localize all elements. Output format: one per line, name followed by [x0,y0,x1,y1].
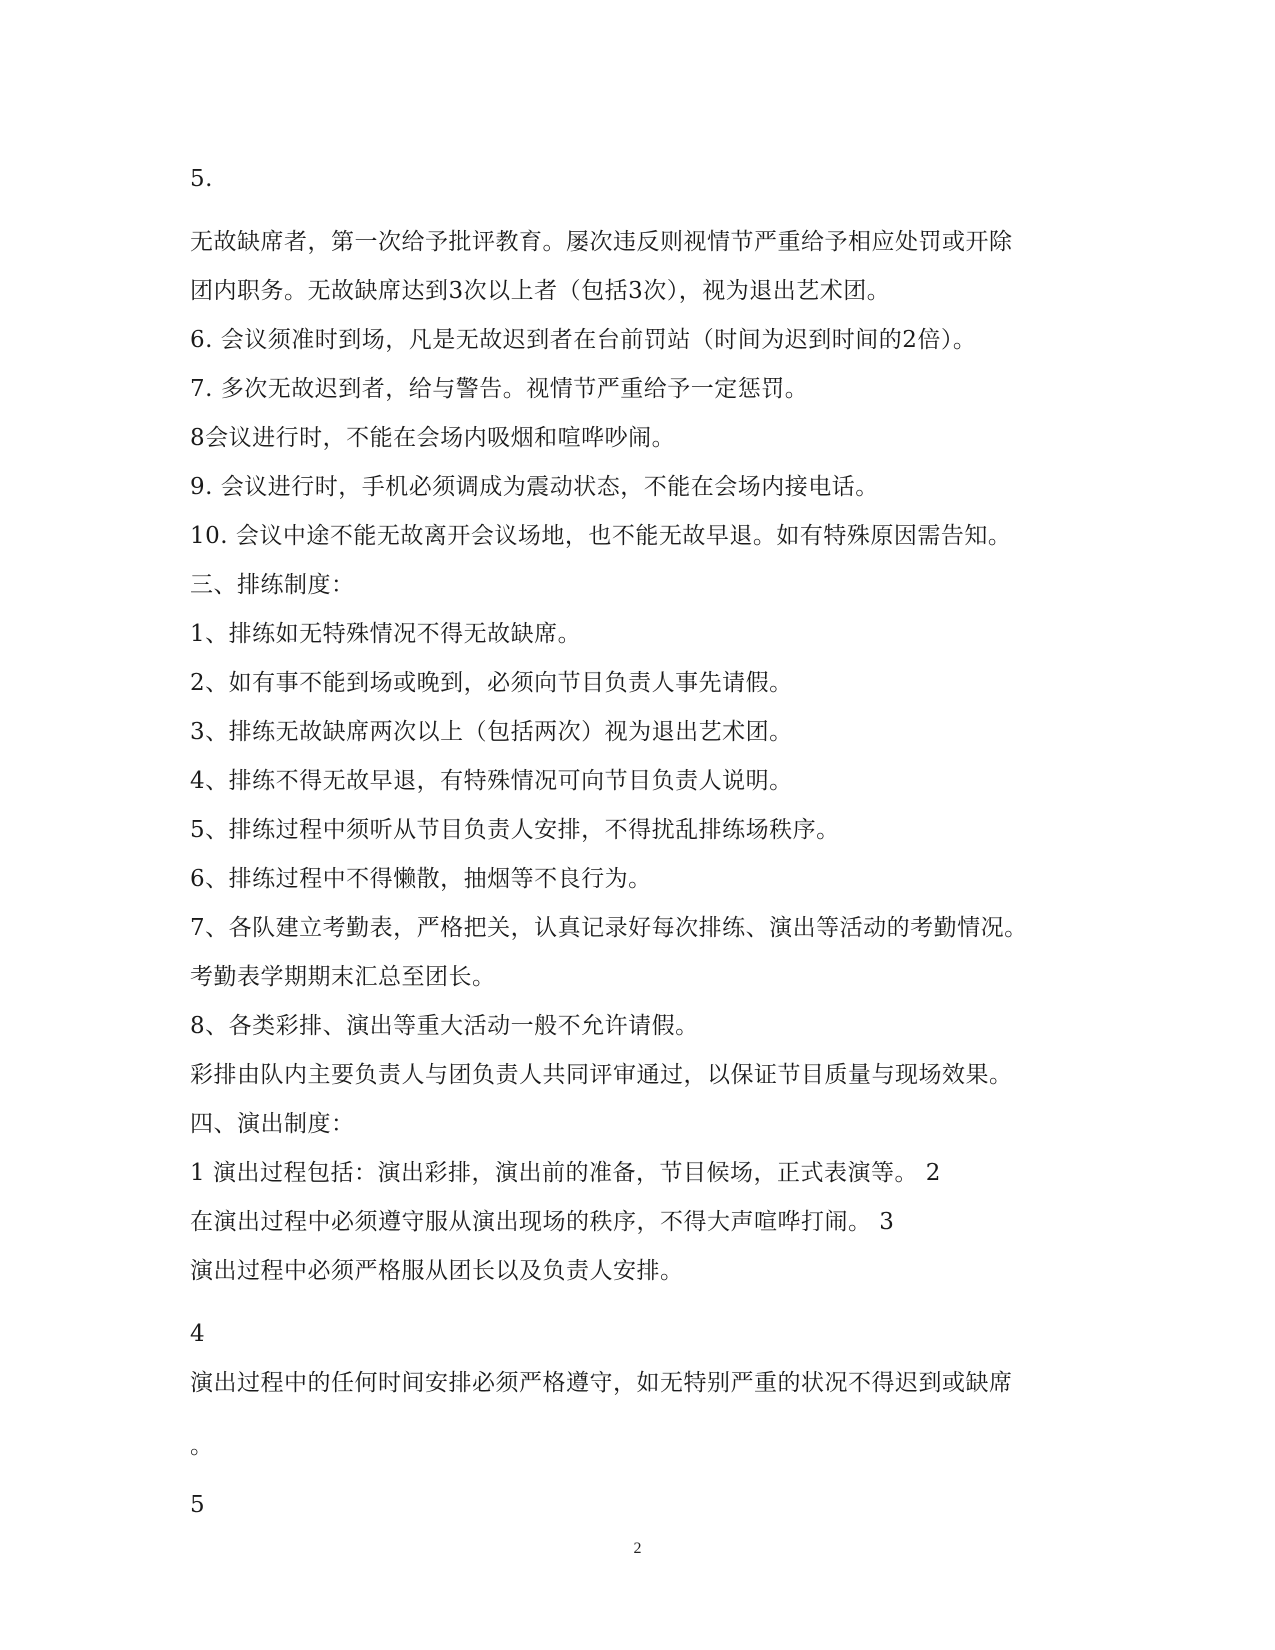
text-line: 1 演出过程包括：演出彩排，演出前的准备，节目候场，正式表演等。 2 [190,1160,941,1186]
text-line: 在演出过程中必须遵守服从演出现场的秩序，不得大声喧哗打闹。 3 [190,1209,895,1235]
section-heading: 三、排练制度： [190,572,355,598]
text-line: 3、排练无故缺席两次以上（包括两次）视为退出艺术团。 [190,719,793,745]
text-line: 5、排练过程中须听从节目负责人安排，不得扰乱排练场秩序。 [190,817,840,843]
text-line: 8、各类彩排、演出等重大活动一般不允许请假。 [190,1013,699,1039]
text-line: 4 [190,1321,206,1347]
document-body [190,155,1090,1530]
text-line: 9. 会议进行时，手机必须调成为震动状态，不能在会场内接电话。 [190,474,879,500]
text-line: 演出过程中必须严格服从团长以及负责人安排。 [190,1258,684,1284]
text-line: 10. 会议中途不能无故离开会议场地，也不能无故早退。如有特殊原因需告知。 [190,523,1012,549]
text-line: 演出过程中的任何时间安排必须严格遵守，如无特别严重的状况不得迟到或缺席 [190,1370,1013,1396]
text-line: 4、排练不得无故早退，有特殊情况可向节目负责人说明。 [190,768,793,794]
text-line: 7、各队建立考勤表，严格把关，认真记录好每次排练、演出等活动的考勤情况。 [190,915,1028,941]
text-line: 8会议进行时，不能在会场内吸烟和喧哗吵闹。 [190,425,676,451]
text-line: 1、排练如无特殊情况不得无故缺席。 [190,621,582,647]
text-line: 考勤表学期期末汇总至团长。 [190,964,496,990]
page-number: 2 [633,1540,642,1557]
text-line: 团内职务。无故缺席达到3次以上者（包括3次），视为退出艺术团。 [190,278,891,304]
text-line: 7. 多次无故迟到者，给与警告。视情节严重给予一定惩罚。 [190,376,809,402]
text-line: 6、排练过程中不得懒散，抽烟等不良行为。 [190,866,652,892]
text-line: 5. [190,166,213,192]
text-line: 2、如有事不能到场或晚到，必须向节目负责人事先请假。 [190,670,793,696]
text-line: 。 [190,1433,214,1459]
text-line: 彩排由队内主要负责人与团负责人共同评审通过，以保证节目质量与现场效果。 [190,1062,1013,1088]
text-line: 6. 会议须准时到场，凡是无故迟到者在台前罚站（时间为迟到时间的2倍）。 [190,327,977,353]
section-heading: 四、演出制度： [190,1111,355,1137]
text-line: 无故缺席者，第一次给予批评教育。屡次违反则视情节严重给予相应处罚或开除 [190,229,1013,255]
text-line: 5 [190,1492,206,1518]
